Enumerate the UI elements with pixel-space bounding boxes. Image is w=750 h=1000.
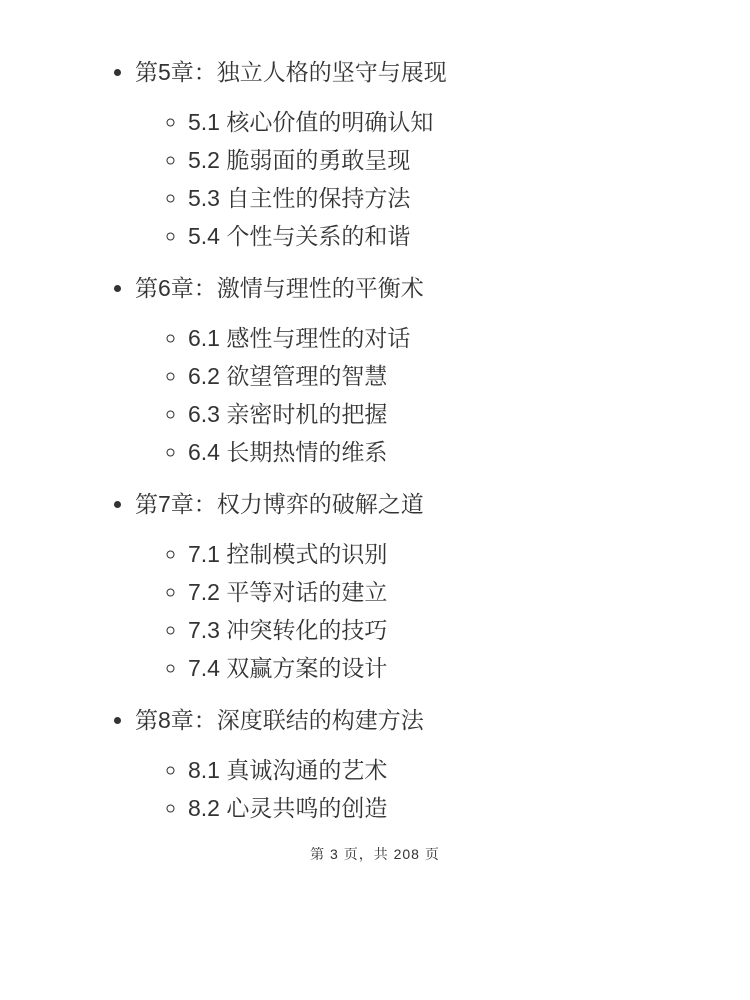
toc-section: ◦ 6.4 长期热情的维系	[188, 436, 710, 468]
toc-section: ◦ 5.2 脆弱面的勇敢呈现	[188, 144, 710, 176]
toc-section-list	[135, 322, 710, 468]
toc-section: ◦ 8.2 心灵共鸣的创造	[188, 792, 710, 824]
toc-section: ◦ 6.3 亲密时机的把握	[188, 398, 710, 430]
toc-chapter-label: 第7章：权力博弈的破解之道	[135, 491, 424, 517]
toc-section: ◦ 5.3 自主性的保持方法	[188, 182, 710, 214]
toc-section-list	[135, 538, 710, 684]
toc-chapter-label: 第8章：深度联结的构建方法	[135, 707, 424, 733]
toc-section: ◦ 5.1 核心价值的明确认知	[188, 106, 710, 138]
toc-list	[0, 56, 750, 824]
toc-chapter	[135, 488, 710, 684]
toc-chapter-label: 第5章：独立人格的坚守与展现	[135, 59, 447, 85]
page-number-footer: 第 3 页，共 208 页	[310, 846, 440, 862]
toc-section: ◦ 7.1 控制模式的识别	[188, 538, 710, 570]
toc-section: ◦ 7.2 平等对话的建立	[188, 576, 710, 608]
toc-chapter	[135, 272, 710, 468]
toc-chapter-label: 第6章：激情与理性的平衡术	[135, 275, 424, 301]
toc-section-list	[135, 754, 710, 824]
toc-section: ◦ 6.1 感性与理性的对话	[188, 322, 710, 354]
toc-section: ◦ 8.1 真诚沟通的艺术	[188, 754, 710, 786]
toc-section-list	[135, 106, 710, 252]
toc-section: ◦ 5.4 个性与关系的和谐	[188, 220, 710, 252]
toc-chapter	[135, 704, 710, 824]
toc-chapter	[135, 56, 710, 252]
toc-section: ◦ 7.4 双赢方案的设计	[188, 652, 710, 684]
toc-section: ◦ 6.2 欲望管理的智慧	[188, 360, 710, 392]
toc-section: ◦ 7.3 冲突转化的技巧	[188, 614, 710, 646]
